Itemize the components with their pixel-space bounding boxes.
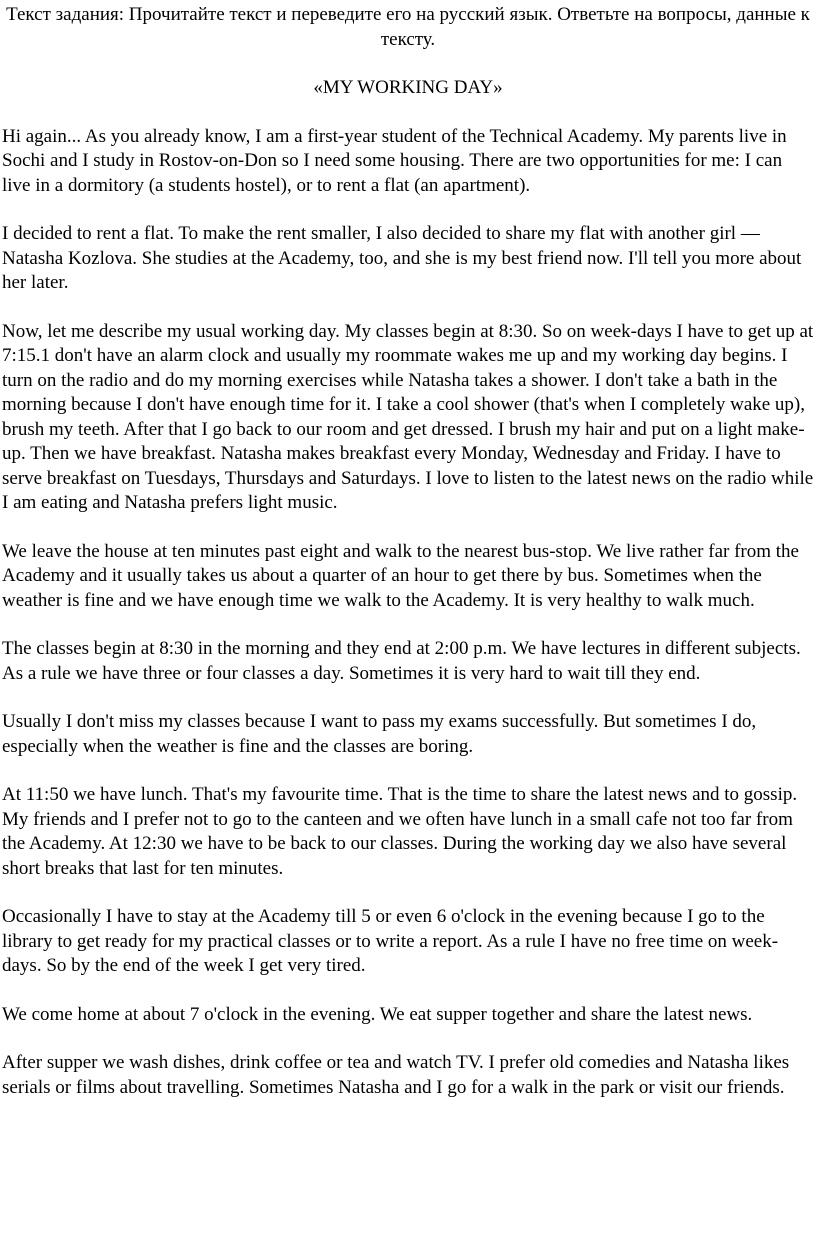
paragraph-9: We come home at about 7 o'clock in the evening. We eat supper together and share the latest news. bbox=[2, 1003, 753, 1025]
task-instruction: Текст задания: Прочитайте текст и переведите его на русский язык. Ответьте на вопросы, данные к тексту. bbox=[6, 4, 810, 50]
paragraph-4: We leave the house at ten minutes past eight and walk to the nearest bus-stop. We live rather far from the Academy and it usually takes us about a quarter of an hour to get there by bus. Sometimes when the weather is fine and we have enough time we walk to the Academy. It is very healthy to walk much. bbox=[2, 540, 799, 611]
paragraph-8: Occasionally I have to stay at the Academy till 5 or even 6 o'clock in the evening because I go to the library to get ready for my practical classes or to write a report. As a rule I have no free time on week-days. So by the end of the week I get very tired. bbox=[2, 906, 779, 976]
paragraph-7: At 11:50 we have lunch. That's my favourite time. That is the time to share the latest news and to gossip. My friends and I prefer not to go to the canteen and we often have lunch in a small cafe not too far from the Academy. At 12:30 we have to be back to our classes. During the working day we also have several short breaks that last for ten minutes. bbox=[2, 784, 798, 879]
paragraph-5: The classes begin at 8:30 in the morning and they end at 2:00 p.m. We have lectures in different subjects. As a rule we have three or four classes a day. Sometimes it is very hard to wait till they end. bbox=[2, 638, 801, 684]
paragraph-1: Hi again... As you already know, I am a first-year student of the Technical Academy. My parents live in Sochi and I study in Rostov-on-Don so I need some housing. There are two opportunities for me: I can live in a dormitory (a students hostel), or to rent a flat (an apartment). bbox=[2, 125, 787, 196]
paragraph-2: I decided to rent a flat. To make the rent smaller, I also decided to share my flat with another girl — Natasha Kozlova. She studies at the Academy, too, and she is my best friend now. I'll tell you more about her later. bbox=[2, 223, 802, 293]
paragraph-10: After supper we wash dishes, drink coffee or tea and watch TV. I prefer old comedies and Natasha likes serials or films about travelling. Sometimes Natasha and I go for a walk in the park or visit our friends. bbox=[2, 1052, 790, 1098]
paragraph-3: Now, let me describe my usual working day. My classes begin at 8:30. So on week-days I have to get up at 7:15.1 don't have an alarm clock and usually my roommate wakes me up and my working day begins. I turn on the radio and do my morning exercises while Natasha takes a shower. I don't take a bath in the morning because I don't have enough time for it. I take a cool shower (that's when I completely wake up), brush my teeth. After that I go back to our room and get dressed. I brush my hair and put on a light make-up. Then we have breakfast. Natasha makes breakfast every Monday, Wednesday and Friday. I have to serve breakfast on Tuesdays, Thursdays and Saturdays. I love to listen to the latest news on the radio while I am eating and Natasha prefers light music. bbox=[2, 320, 814, 513]
paragraph-6: Usually I don't miss my classes because I want to pass my exams successfully. But sometimes I do, especially when the weather is fine and the classes are boring. bbox=[2, 711, 757, 757]
document-title: «MY WORKING DAY» bbox=[313, 77, 503, 98]
